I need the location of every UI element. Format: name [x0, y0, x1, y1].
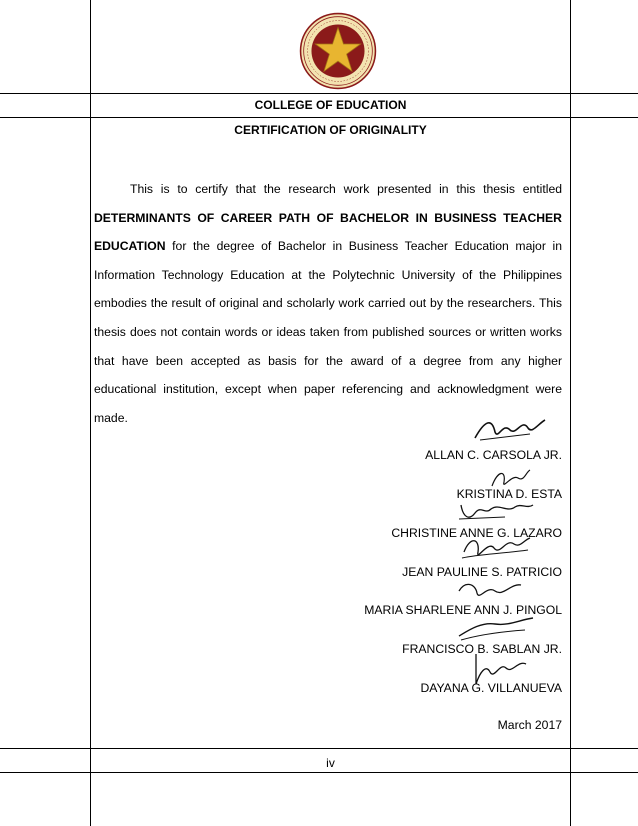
- signature-5: [455, 575, 525, 605]
- page-number: iv: [326, 756, 335, 770]
- signature-1: [470, 410, 550, 446]
- signatory-name: MARIA SHARLENE ANN J. PINGOL: [364, 603, 562, 617]
- university-seal-icon: [299, 12, 377, 90]
- certification-title: CERTIFICATION OF ORIGINALITY: [234, 123, 427, 137]
- header-divider-line-2: [0, 117, 638, 118]
- certification-intro: This is to certify that the research work presented in this thesis entitled: [130, 182, 562, 196]
- certification-date: March 2017: [497, 718, 562, 732]
- certification-text: for the degree of Bachelor in Business Teacher Education major in Information Technology Education at the Polytechnic University of the Philippines embodies the result of original and scholarly work carried out by the researchers. This thesis does not contain words or ideas taken from published sources or written works that have been accepted as basis for the award of a degree from any higher educational institution, except when paper referencing and acknowledgment were made.: [94, 239, 562, 425]
- footer-divider-line-2: [0, 772, 638, 773]
- signatory-name: ALLAN C. CARSOLA JR.: [425, 448, 562, 462]
- right-margin-line: [570, 0, 571, 826]
- certification-body: [94, 175, 562, 432]
- footer-divider-line: [0, 748, 638, 749]
- signatory-name: KRISTINA D. ESTA: [456, 487, 562, 501]
- thesis-title: DETERMINANTS OF CAREER PATH OF BACHELOR IN BUSINESS TEACHER EDUCATION: [94, 210, 562, 254]
- signatory-name: FRANCISCO B. SABLAN JR.: [402, 642, 562, 656]
- signatory-name: DAYANA G. VILLANUEVA: [420, 681, 562, 695]
- signatory-name: CHRISTINE ANNE G. LAZARO: [391, 526, 562, 540]
- header-divider-line: [0, 93, 638, 94]
- signatory-name: JEAN PAULINE S. PATRICIO: [402, 565, 562, 579]
- college-title: COLLEGE OF EDUCATION: [254, 98, 407, 112]
